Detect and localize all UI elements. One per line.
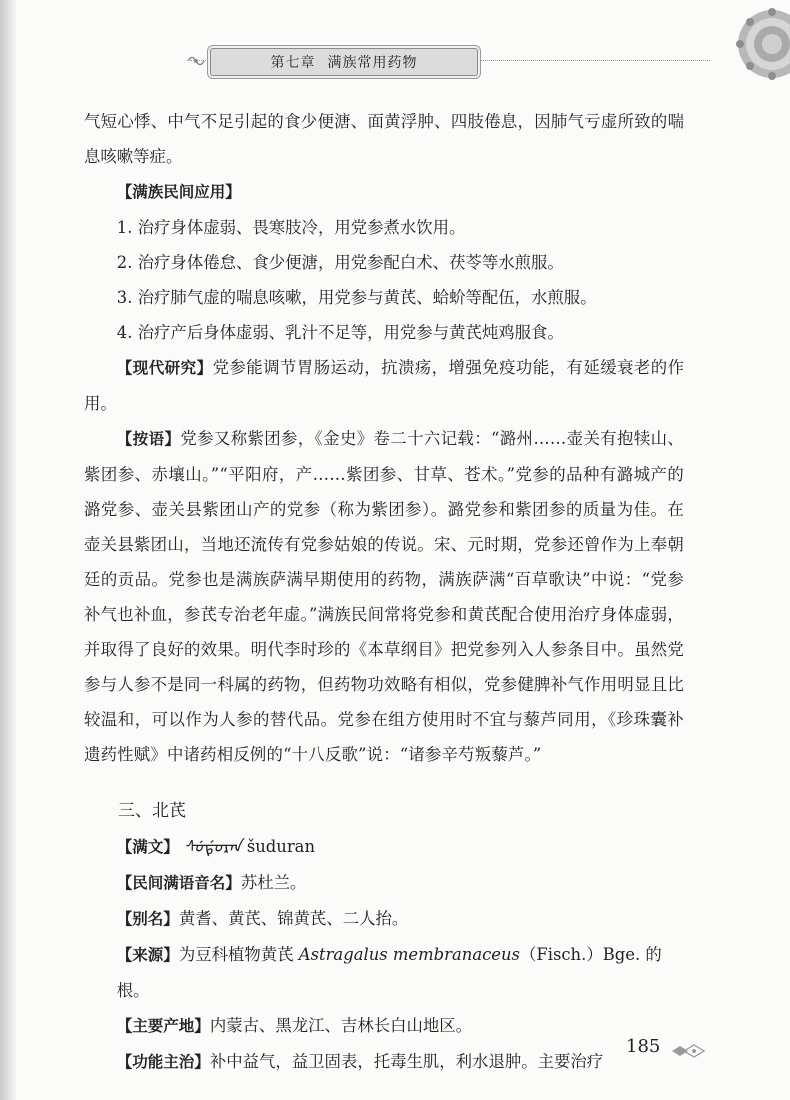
source-text-pre: 为豆科植物黄芪	[178, 945, 299, 964]
corner-rosette-icon	[726, 0, 790, 92]
source-line	[84, 937, 684, 1008]
folk-item-4: 4. 治疗产后身体虚弱、乳汁不足等，用党参与黄芪炖鸡服食。	[116, 323, 564, 342]
source-text-post: （Fisch.）Bge. 的根。	[116, 945, 662, 1000]
manchu-script: ᠰᡠᡩᡠᡵᠠᠨ	[184, 837, 242, 856]
note-tag: 【按语】	[116, 430, 181, 448]
page-gutter-shadow	[0, 0, 16, 1100]
section-heading: 三、北芪	[118, 801, 186, 821]
manchu-line	[84, 829, 684, 865]
alias-line	[84, 901, 684, 937]
modern-research-tag: 【现代研究】	[116, 359, 213, 377]
page-body	[84, 104, 684, 1080]
manchu-tag: 【满文】	[116, 838, 179, 856]
modern-research-text: 党参能调节胃肠运动，抗溃疡，增强免疫功能，有延缓衰老的作用。	[84, 358, 684, 413]
note-text: 党参又称紫团参，《金史》卷二十六记载：“潞州……壶关有抱犊山、紫团参、赤壤山。”“平阳府，产……紫团参、甘草、苍术。”党参的品种有潞城产的潞党参、壶关县紫团山产的党参（称为紫团参）。潞党参和紫团参的质量为佳。在壶关县紫团山，当地还流传有党参姑娘的传说。宋、元时期，党参还曾作为上奉朝廷的贡品。党参也是满族萨满早期使用的药物，满族萨满“百草歌诀”中说：“党参补气也补血，参芪专治老年虚。”满族民间常将党参和黄芪配合使用治疗身体虚弱，并取得了良好的效果。明代李时珍的《本草纲目》把党参列入人参条目中。虽然党参与人参不是同一科属的药物，但药物功效略有相似，党参健脾补气作用明显且比较温和，可以作为人参的替代品。党参在组方使用时不宜与藜芦同用，《珍珠囊补遗药性赋》中诸药相反例的“十八反歌”说：“诸参辛芍叛藜芦。”	[84, 429, 684, 764]
folk-usage-heading	[84, 174, 684, 210]
folk-usage-tag: 【满族民间应用】	[116, 183, 241, 201]
chapter-number: 第七章	[270, 55, 316, 71]
folk-item-3: 3. 治疗肺气虚的喘息咳嗽，用党参与黄芪、蛤蚧等配伍，水煎服。	[116, 288, 597, 307]
folk-item-1: 1. 治疗身体虚弱、畏寒肢冷，用党参煮水饮用。	[116, 218, 466, 237]
function-text: 补中益气，益卫固表，托毒生肌，利水退肿。主要治疗	[209, 1052, 604, 1071]
manchu-romanization: šuduran	[246, 837, 316, 856]
region-text: 内蒙古、黑龙江、吉林长白山地区。	[209, 1016, 473, 1035]
intro-paragraph: 气短心悸、中气不足引起的食少便溏、面黄浮肿、四肢倦息，因肺气亏虚所致的喘息咳嗽等症。	[84, 112, 684, 166]
alias-text: 黄耆、黄芪、锦黄芪、二人抬。	[178, 909, 409, 928]
note-paragraph	[84, 421, 684, 772]
footer-ornament-icon	[670, 1044, 708, 1058]
function-tag: 【功能主治】	[116, 1053, 210, 1071]
running-header	[210, 48, 478, 76]
modern-research-paragraph	[84, 350, 684, 421]
chapter-title: 满族常用药物	[327, 55, 418, 71]
folk-name-tag: 【民间满语音名】	[116, 874, 241, 892]
source-latin-name: Astragalus membranaceus	[298, 945, 520, 964]
folk-item-2: 2. 治疗身体倦怠、食少便溏，用党参配白术、茯苓等水煎服。	[116, 253, 564, 272]
source-tag: 【来源】	[116, 946, 179, 964]
folk-name-line	[84, 865, 684, 901]
function-line	[84, 1044, 684, 1080]
region-tag: 【主要产地】	[116, 1017, 210, 1035]
page-number: 185	[626, 1036, 661, 1057]
region-line	[84, 1008, 684, 1044]
header-ornament-icon	[186, 52, 206, 70]
alias-tag: 【别名】	[116, 910, 179, 928]
folk-name-text: 苏杜兰。	[240, 873, 307, 892]
